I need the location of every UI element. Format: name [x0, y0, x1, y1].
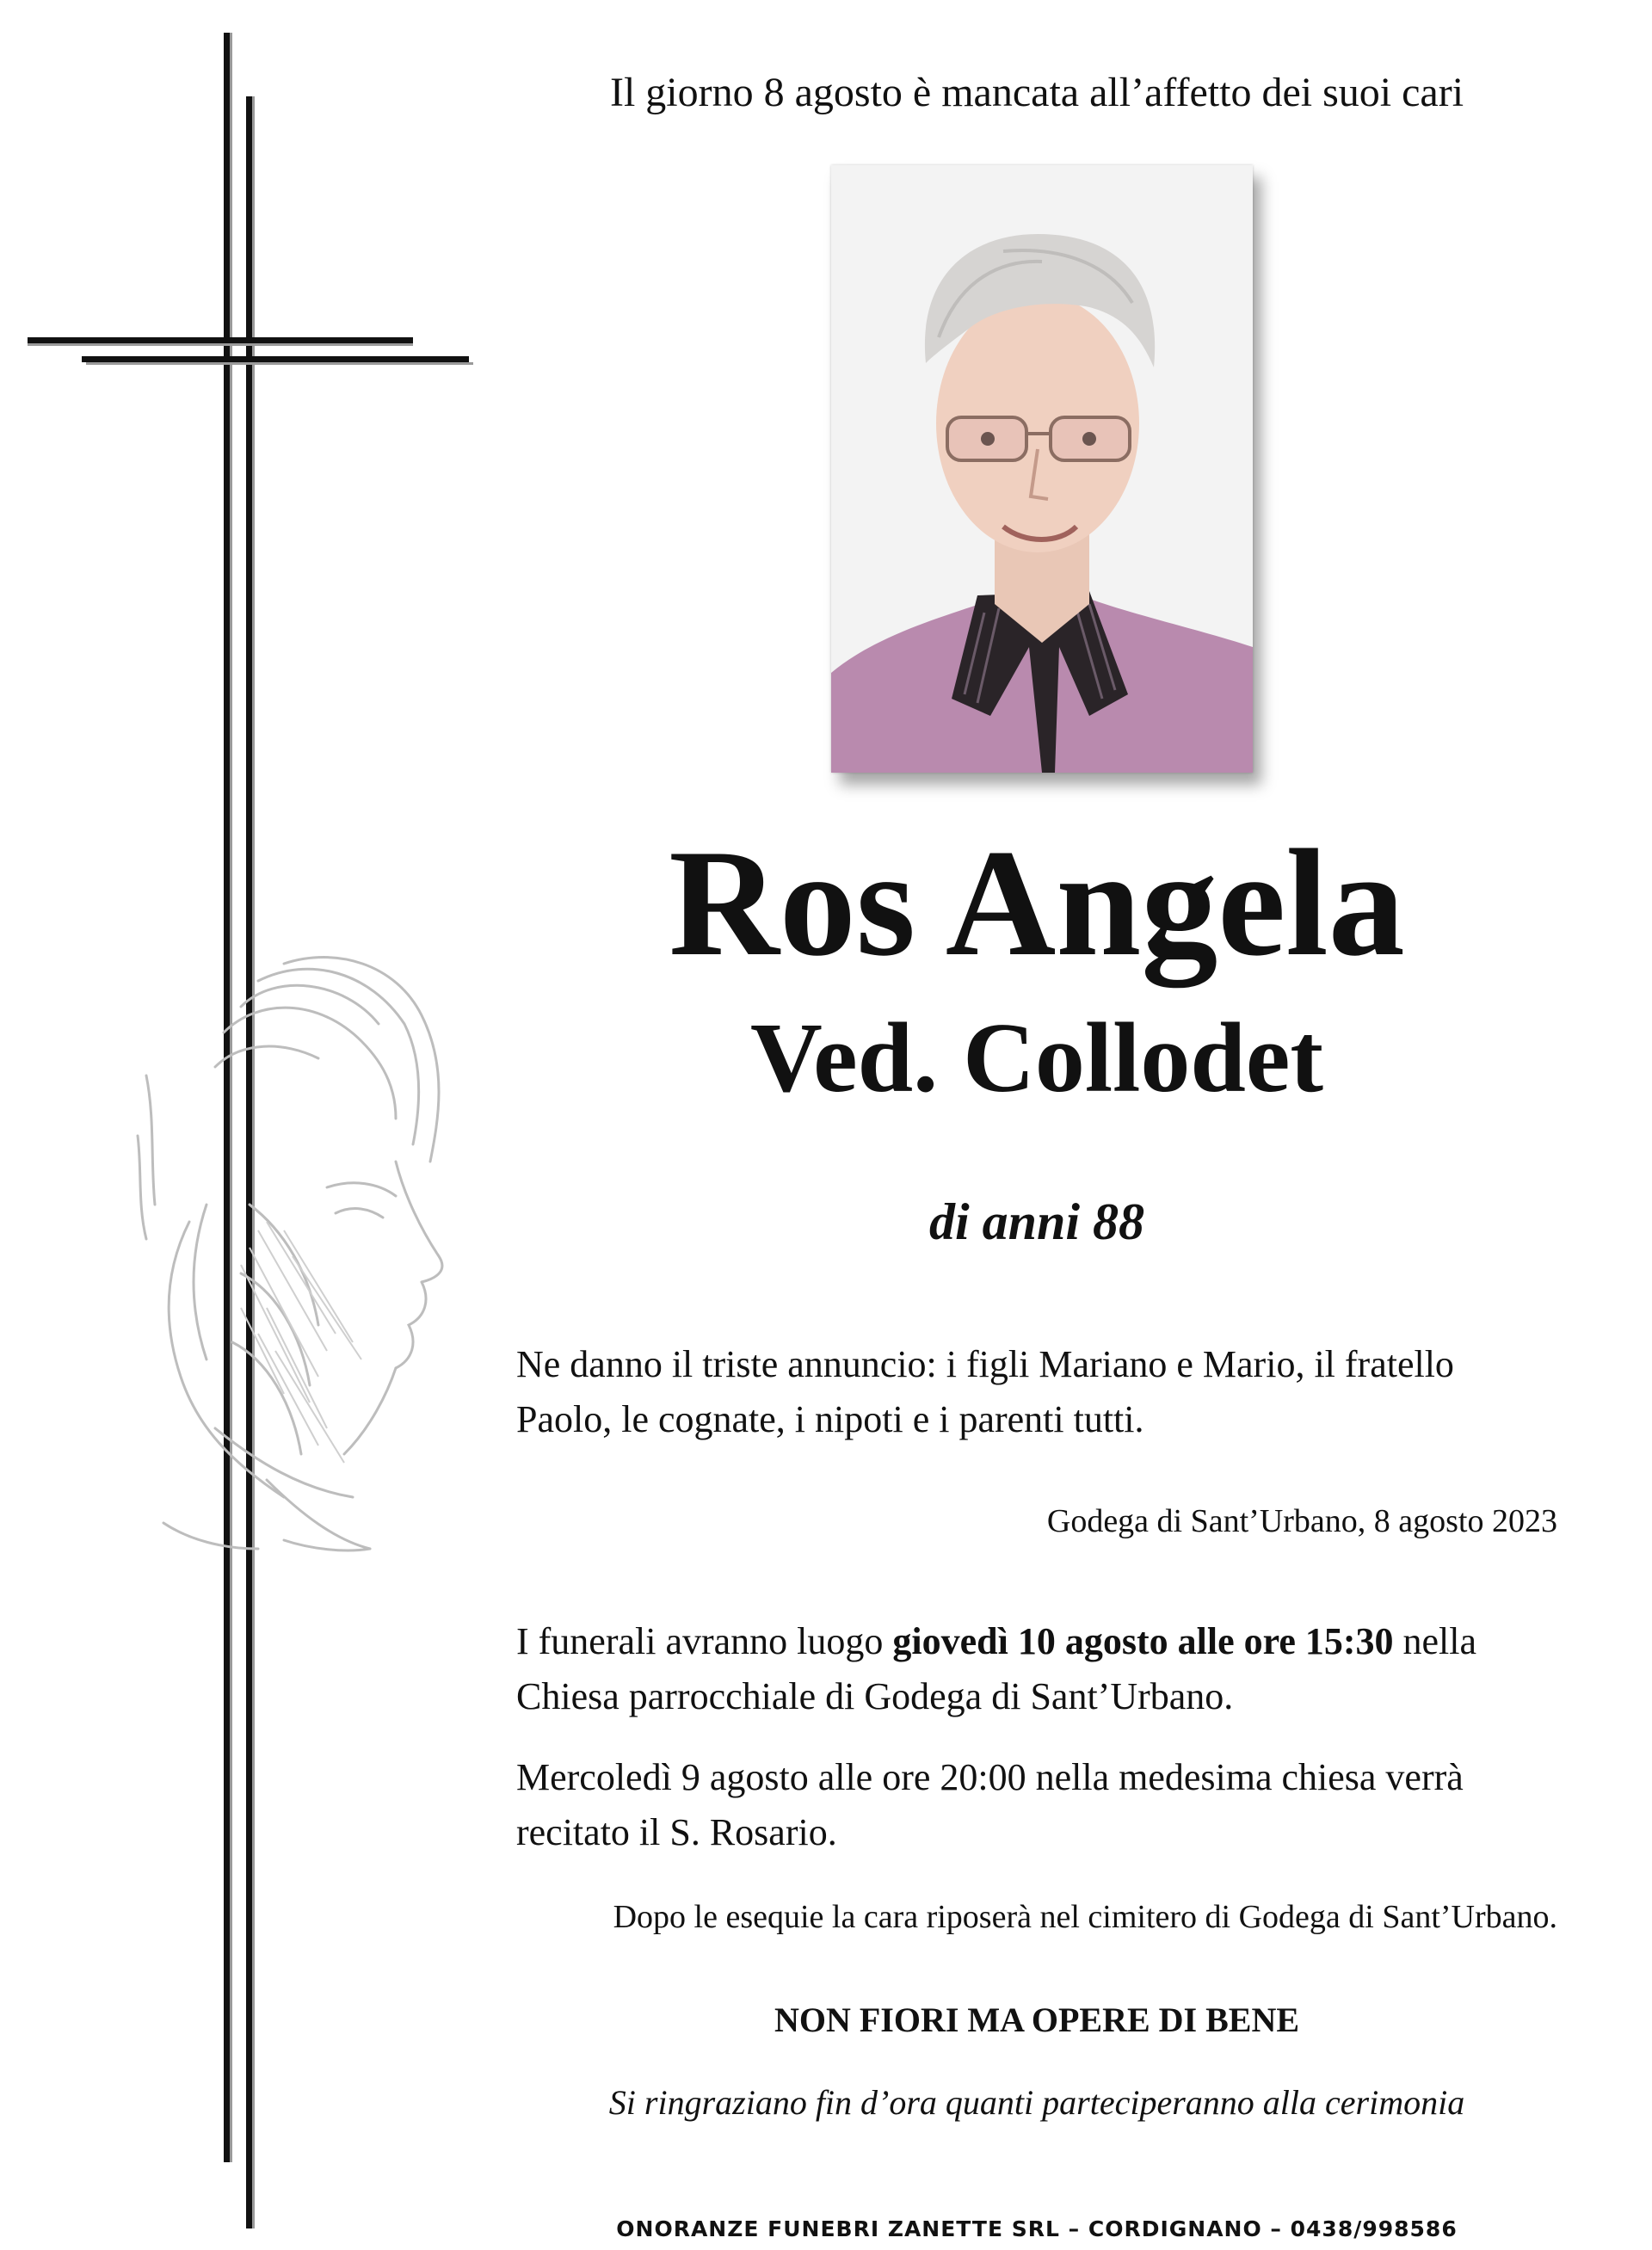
burial-text: Dopo le esequie la cara riposerà nel cimitero di Godega di Sant’Urbano.: [613, 1899, 1557, 1935]
deceased-married-name: Ved. Collodet: [750, 1003, 1323, 1113]
place-date: Godega di Sant’Urbano, 8 agosto 2023: [1046, 1503, 1557, 1539]
deceased-age: di anni 88: [928, 1193, 1145, 1250]
no-flowers-note: NON FIORI MA OPERE DI BENE: [774, 2000, 1300, 2039]
thanks-text: Si ringraziano fin d’ora quanti parteciperanno alla cerimonia: [608, 2083, 1465, 2122]
deceased-name: Ros Angela: [669, 817, 1405, 988]
portrait-image: [831, 165, 1253, 773]
intro-text: Il giorno 8 agosto è mancata all’affetto dei suoi cari: [609, 70, 1464, 115]
funeral-text-before: I funerali avranno luogo: [516, 1620, 893, 1662]
rosary-text: Mercoledì 9 agosto alle ore 20:00 nella medesima chiesa verrà recitato il S. Rosario.: [516, 1756, 1464, 1853]
portrait-photo: [831, 165, 1253, 773]
funeral-text-after: nella Chiesa parrocchiale di Godega di Sant’Urbano.: [516, 1620, 1477, 1717]
funeral-home-footer: ONORANZE FUNEBRI ZANETTE SRL – CORDIGNANO – 0438/998586: [616, 2216, 1458, 2241]
funeral-text: [516, 1614, 1557, 1724]
funeral-datetime: giovedì 10 agosto alle ore 15:30: [892, 1620, 1394, 1662]
announcement-text: Ne danno il triste annuncio: i figli Mariano e Mario, il fratello Paolo, le cognate, i nipoti e i parenti tutti.: [516, 1343, 1454, 1440]
christ-sketch: [112, 946, 482, 1583]
